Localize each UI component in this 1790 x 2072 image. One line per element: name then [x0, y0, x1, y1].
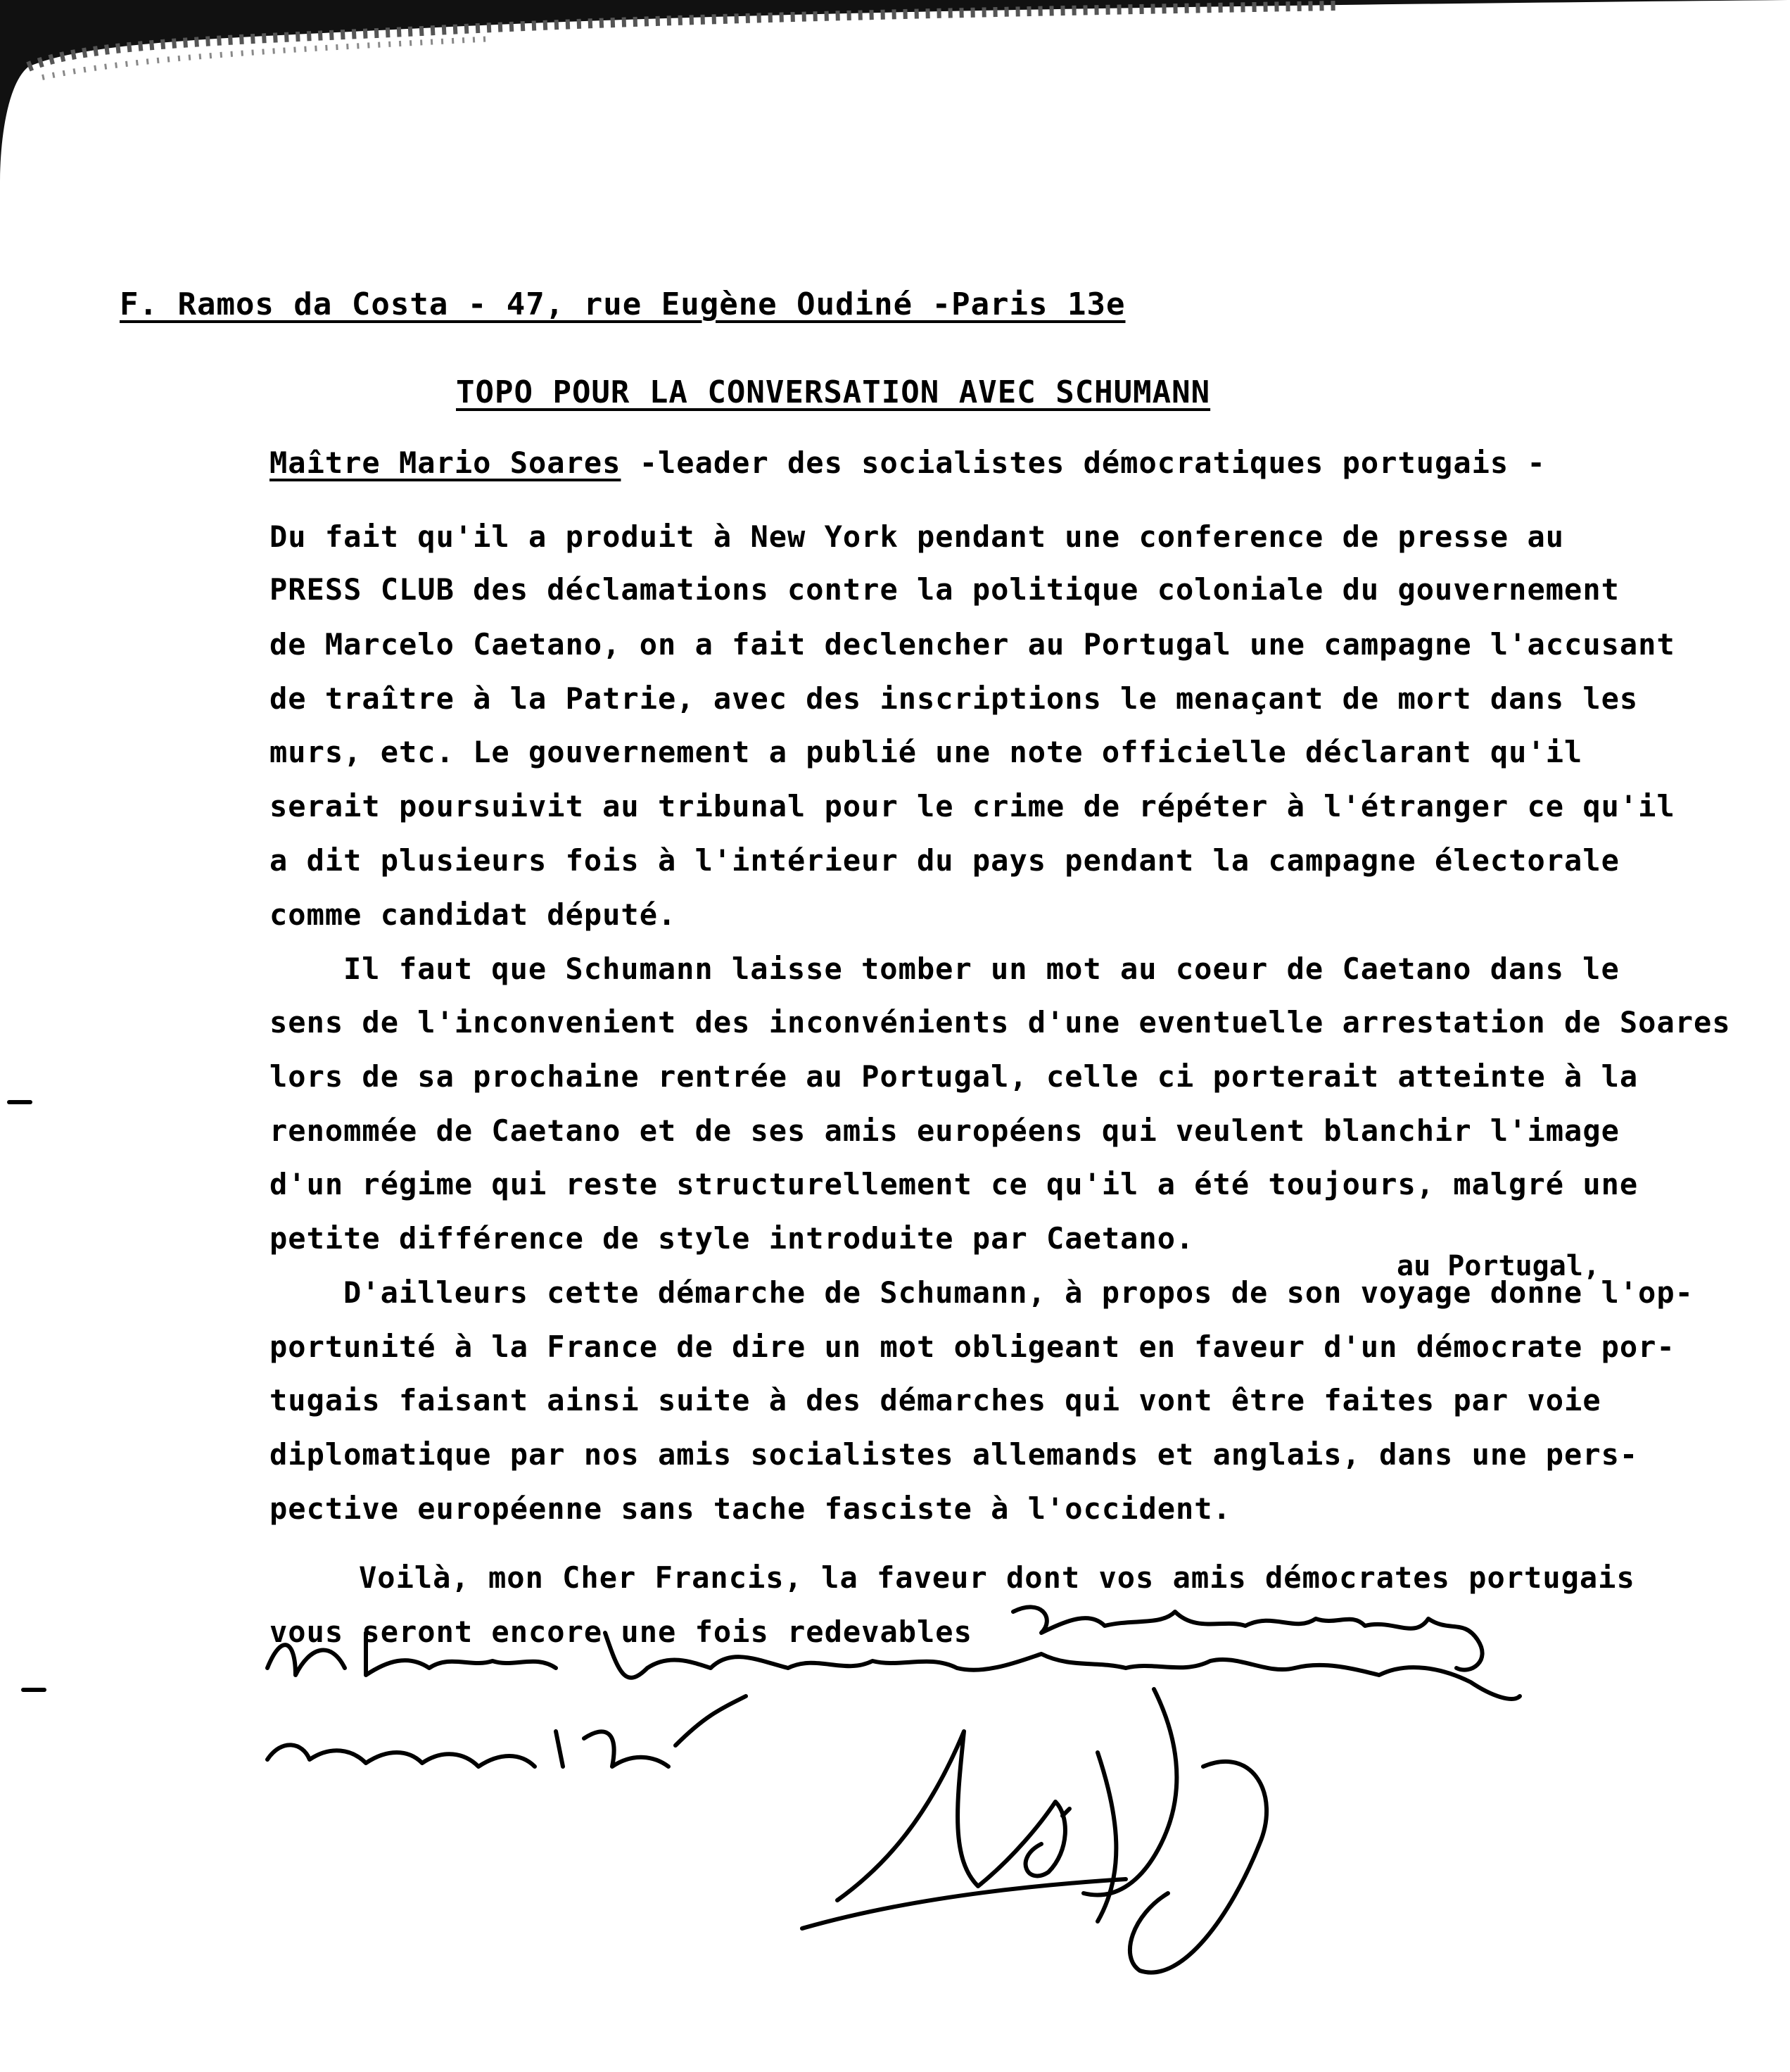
- subject-role: -leader des socialistes démocratiques portugais -: [621, 446, 1546, 480]
- subject-name: Maître Mario Soares: [269, 446, 621, 480]
- paragraph-3-line: portunité à la France de dire un mot obligeant en faveur d'un démocrate por-: [269, 1329, 1675, 1364]
- paragraph-1-line: de Marcelo Caetano, on a fait declencher au Portugal une campagne l'accusant: [269, 627, 1675, 662]
- paragraph-2-line: sens de l'inconvenient des inconvénients d'une eventuelle arrestation de Soares: [269, 1005, 1731, 1040]
- sender-address: F. Ramos da Costa - 47, rue Eugène Oudiné -Paris 13e: [120, 286, 1126, 322]
- paragraph-3-line: pective européenne sans tache fasciste à l'occident.: [269, 1491, 1231, 1526]
- margin-mark: [7, 1100, 32, 1104]
- paragraph-3-line: diplomatique par nos amis socialistes allemands et anglais, dans une pers-: [269, 1437, 1639, 1472]
- paragraph-1-line: Du fait qu'il a produit à New York pendant une conference de presse au: [269, 519, 1565, 554]
- paragraph-4-line: vous seront encore une fois redevables: [269, 1615, 972, 1649]
- paragraph-4-line: Voilà, mon Cher Francis, la faveur dont vos amis démocrates portugais: [359, 1560, 1635, 1595]
- paragraph-3-line: D'ailleurs cette démarche de Schumann, à propos de son voyage donne l'op-: [343, 1275, 1694, 1310]
- paragraph-1-line: PRESS CLUB des déclamations contre la politique coloniale du gouvernement: [269, 572, 1620, 607]
- paragraph-2-line: lors de sa prochaine rentrée au Portugal, celle ci porterait atteinte à la: [269, 1059, 1639, 1094]
- handwritten-note-and-signature: [253, 1591, 1661, 1985]
- interlinear-insertion: au Portugal,: [1397, 1250, 1600, 1282]
- paragraph-2-line: d'un régime qui reste structurellement ce qu'il a été toujours, malgré une: [269, 1167, 1639, 1201]
- margin-mark: [21, 1688, 46, 1692]
- scan-edge-artifact: [0, 0, 1790, 183]
- paragraph-1-line: serait poursuivit au tribunal pour le crime de répéter à l'étranger ce qu'il: [269, 789, 1675, 823]
- paragraph-2-line: petite différence de style introduite par Caetano.: [269, 1221, 1195, 1256]
- paragraph-1-line: comme candidat député.: [269, 897, 677, 932]
- paragraph-3-line: tugais faisant ainsi suite à des démarches qui vont être faites par voie: [269, 1383, 1601, 1417]
- paragraph-1-line: de traître à la Patrie, avec des inscriptions le menaçant de mort dans les: [269, 681, 1639, 716]
- paragraph-2-line: Il faut que Schumann laisse tomber un mot au coeur de Caetano dans le: [343, 952, 1620, 986]
- paragraph-1-line: murs, etc. Le gouvernement a publié une note officielle déclarant qu'il: [269, 735, 1583, 769]
- paragraph-2-line: renommée de Caetano et de ses amis européens qui veulent blanchir l'image: [269, 1113, 1620, 1148]
- subject-line: [269, 443, 1546, 483]
- paragraph-1-line: a dit plusieurs fois à l'intérieur du pays pendant la campagne électorale: [269, 843, 1620, 878]
- document-title: TOPO POUR LA CONVERSATION AVEC SCHUMANN: [456, 374, 1211, 410]
